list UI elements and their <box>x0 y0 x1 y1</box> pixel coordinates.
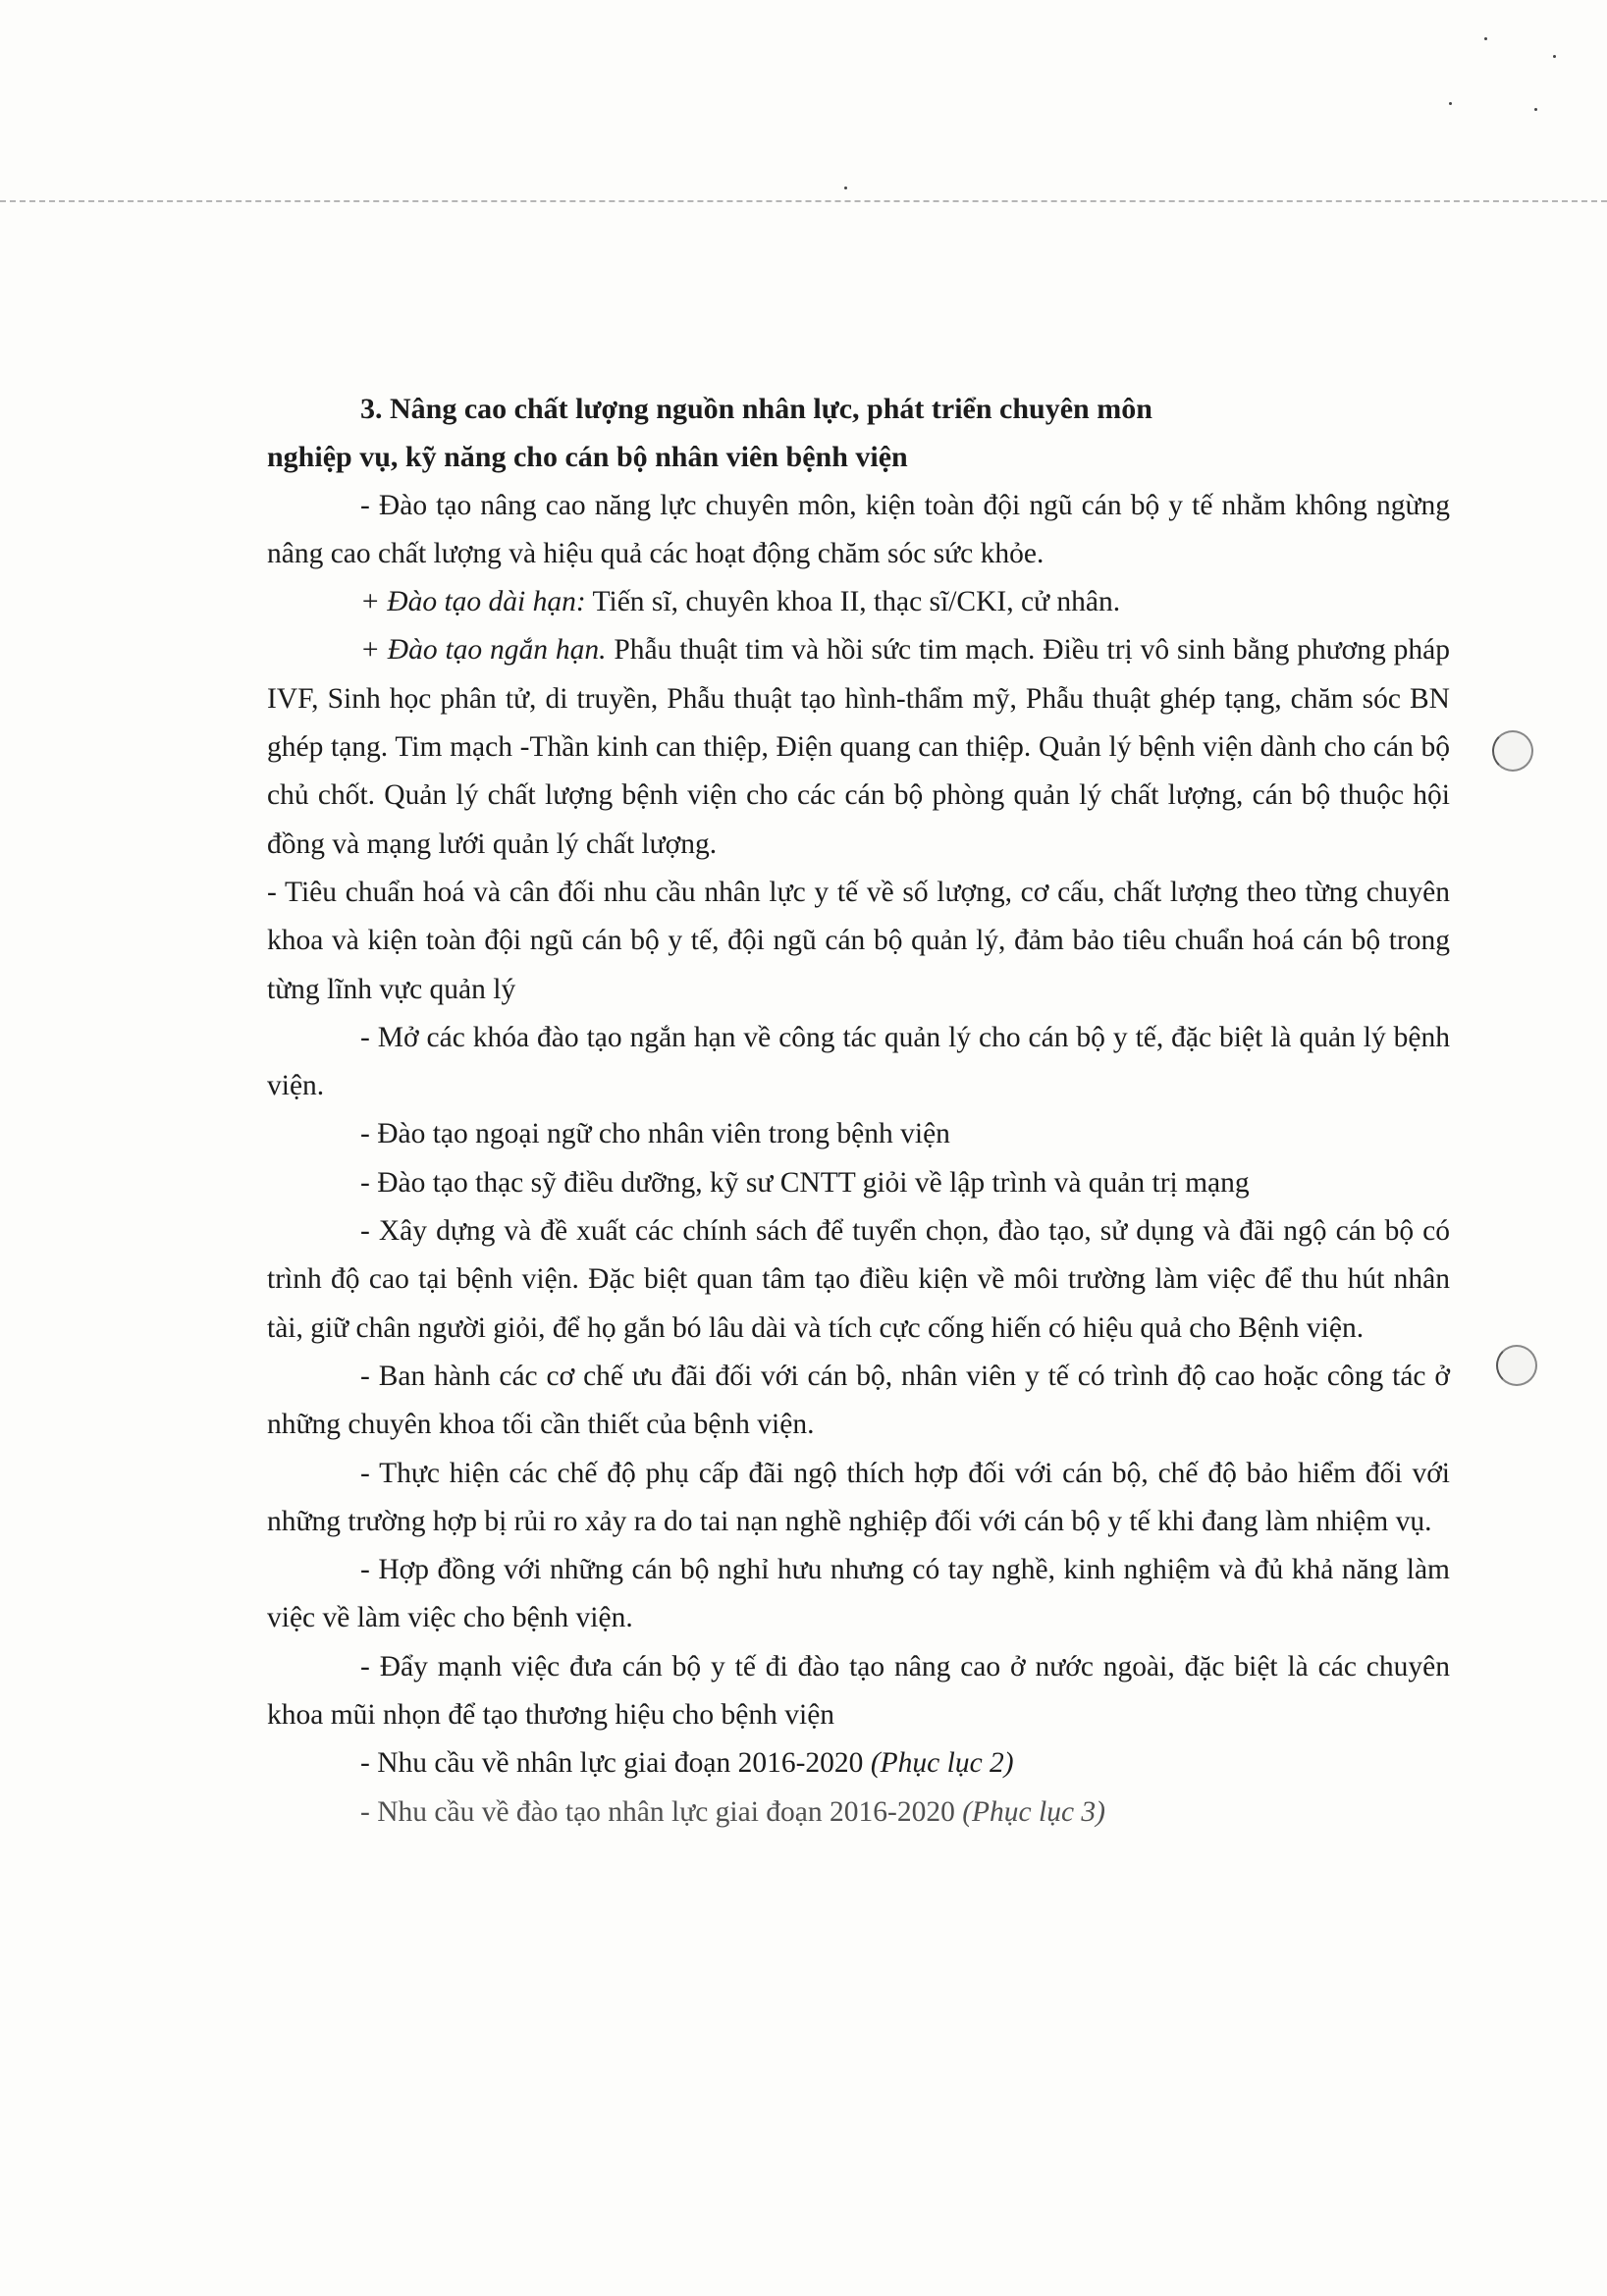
paragraph: - Đẩy mạnh việc đưa cán bộ y tế đi đào tạo nâng cao ở nước ngoài, đặc biệt là các chuyên khoa mũi nhọn để tạo thương hiệu cho bệnh viện <box>267 1650 1450 1732</box>
paragraph-text: - Nhu cầu về đào tạo nhân lực giai đoạn 2016-2020 <box>360 1795 963 1828</box>
scan-speck <box>844 187 847 189</box>
paragraph: - Thực hiện các chế độ phụ cấp đãi ngộ thích hợp đối với cán bộ, chế độ bảo hiểm đối với những trường hợp bị rủi ro xảy ra do tai nạn nghề nghiệp đối với cán bộ y tế khi đang làm nhiệm vụ. <box>267 1457 1450 1537</box>
scan-speck <box>1534 108 1537 111</box>
paragraph: - Ban hành các cơ chế ưu đãi đối với cán bộ, nhân viên y tế có trình độ cao hoặc công tác ở những chuyên khoa tối cần thiết của bệnh viện. <box>267 1360 1450 1441</box>
paragraph: - Xây dựng và đề xuất các chính sách để tuyển chọn, đào tạo, sử dụng và đãi ngộ cán bộ có trình độ cao tại bệnh viện. Đặc biệt quan tâm tạo điều kiện về môi trường làm việc để thu hút nhân tài, giữ chân người giỏi, để họ gắn bó lâu dài và tích cực cống hiến có hiệu quả cho Bệnh viện. <box>267 1215 1450 1344</box>
section-heading-line-1: 3. Nâng cao chất lượng nguồn nhân lực, phát triển chuyên môn <box>360 393 1152 425</box>
paragraph: - Đào tạo thạc sỹ điều dưỡng, kỹ sư CNTT giỏi về lập trình và quản trị mạng <box>360 1166 1250 1199</box>
paragraph-label: + Đào tạo ngắn hạn. <box>360 634 607 667</box>
paragraph <box>267 626 1450 868</box>
paragraph-label: + Đào tạo dài hạn: <box>360 586 586 618</box>
appendix-reference: (Phục lục 2) <box>870 1747 1014 1780</box>
paragraph: - Mở các khóa đào tạo ngắn hạn về công tác quản lý cho cán bộ y tế, đặc biệt là quản lý bệnh viện. <box>267 1021 1450 1102</box>
scan-speck <box>1484 37 1487 40</box>
document-body <box>267 385 1450 1837</box>
scan-dashed-line <box>0 200 1607 203</box>
paragraph <box>267 578 1450 626</box>
paragraph: - Hợp đồng với những cán bộ nghỉ hưu nhưng có tay nghề, kinh nghiệm và đủ khả năng làm việc về làm việc cho bệnh viện. <box>267 1554 1450 1634</box>
paragraph: - Tiêu chuẩn hoá và cân đối nhu cầu nhân lực y tế về số lượng, cơ cấu, chất lượng theo từng chuyên khoa và kiện toàn đội ngũ cán bộ y tế, đội ngũ cán bộ quản lý, đảm bảo tiêu chuẩn hoá cán bộ trong từng lĩnh vực quản lý <box>267 876 1450 1005</box>
scan-speck <box>1553 55 1556 58</box>
paragraph-text: Tiến sĩ, chuyên khoa II, thạc sĩ/CKI, cử nhân. <box>585 586 1121 618</box>
punch-hole-mark <box>1496 1345 1537 1386</box>
paragraph <box>267 1739 1450 1788</box>
scan-speck <box>1449 102 1452 105</box>
appendix-reference: (Phục lục 3) <box>962 1795 1106 1828</box>
section-heading-line-2: nghiệp vụ, kỹ năng cho cán bộ nhân viên bệnh viện <box>267 441 908 474</box>
paragraph-text: Phẫu thuật tim và hồi sức tim mạch. Điều trị vô sinh bằng phương pháp IVF, Sinh học phân tử, di truyền, Phẫu thuật tạo hình-thẩm mỹ, Phẫu thuật ghép tạng, chăm sóc BN ghép tạng. Tim mạch -Thần kinh can thiệp, Điện quang can thiệp. Quản lý bệnh viện dành cho cán bộ chủ chốt. Quản lý chất lượng bệnh viện cho các cán bộ phòng quản lý chất lượng, cán bộ thuộc hội đồng và mạng lưới quản lý chất lượng. <box>267 634 1450 860</box>
punch-hole-mark <box>1492 730 1533 772</box>
paragraph <box>267 1789 1450 1837</box>
section-heading <box>267 385 1450 433</box>
paragraph: - Đào tạo ngoại ngữ cho nhân viên trong bệnh viện <box>360 1118 950 1150</box>
paragraph: - Đào tạo nâng cao năng lực chuyên môn, kiện toàn đội ngũ cán bộ y tế nhằm không ngừng nâng cao chất lượng và hiệu quả các hoạt động chăm sóc sức khỏe. <box>267 489 1450 569</box>
paragraph-text: - Nhu cầu về nhân lực giai đoạn 2016-2020 <box>360 1747 871 1780</box>
